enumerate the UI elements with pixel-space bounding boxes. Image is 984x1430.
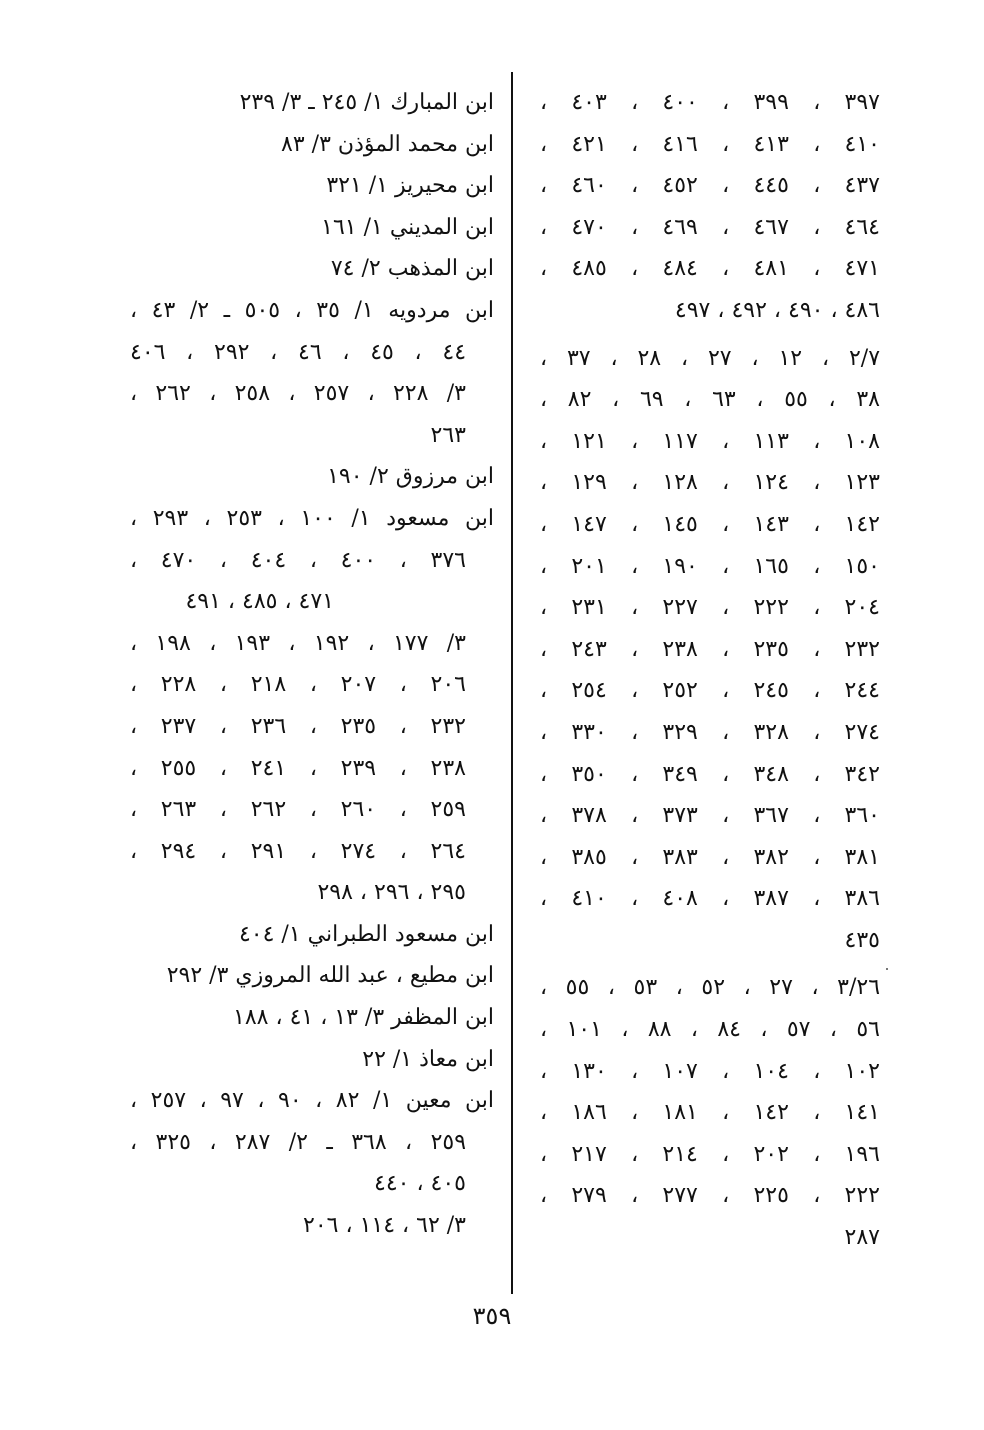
index-line: ٣٨ ، ٥٥ ، ٦٣ ، ٦٩ ، ٨٢ ، bbox=[540, 387, 880, 413]
index-entry-heading: ابن مطيع ، عبد الله المروزي ٣/ ٢٩٢ bbox=[166, 963, 494, 989]
index-entry-heading: ابن المظفر ٣/ ١٣ ، ٤١ ، ١٨٨ bbox=[233, 1005, 494, 1031]
index-line: ١٩٦ ، ٢٠٢ ، ٢١٤ ، ٢١٧ ، bbox=[540, 1141, 880, 1167]
index-line: ١٠٢ ، ١٠٤ ، ١٠٧ ، ١٣٠ ، bbox=[540, 1058, 880, 1084]
index-line: ٢٨٧ bbox=[844, 1225, 880, 1251]
index-line: ١٠٨ ، ١١٣ ، ١١٧ ، ١٢١ ، bbox=[540, 428, 880, 454]
index-line: ٣/٢٦ ، ٢٧ ، ٥٢ ، ٥٣ ، ٥٥ ، bbox=[540, 975, 881, 1001]
page-number: ٣٥٩ bbox=[472, 1302, 512, 1330]
index-line: ٣٤٢ ، ٣٤٨ ، ٣٤٩ ، ٣٥٠ ، bbox=[540, 761, 880, 787]
column-divider bbox=[511, 72, 513, 1294]
index-line: ٤٧١ ، ٤٨١ ، ٤٨٤ ، ٤٨٥ ، bbox=[540, 256, 880, 282]
index-entry-heading: ابن معاذ ١/ ٢٢ bbox=[362, 1046, 494, 1072]
index-line: ١٢٣ ، ١٢٤ ، ١٢٨ ، ١٢٩ ، bbox=[540, 470, 880, 496]
index-line: ٤٠٥ ، ٤٤٠ bbox=[374, 1171, 466, 1197]
index-line: ١٤٢ ، ١٤٣ ، ١٤٥ ، ١٤٧ ، bbox=[540, 511, 880, 537]
index-line: ٤١٠ ، ٤١٣ ، ٤١٦ ، ٤٢١ ، bbox=[540, 131, 880, 157]
left-index-column bbox=[130, 82, 494, 1247]
index-line: ٢٣٢ ، ٢٣٥ ، ٢٣٦ ، ٢٣٧ ، bbox=[130, 713, 466, 739]
index-line: ٢/٧ ، ١٢ ، ٢٧ ، ٢٨ ، ٣٧ ، bbox=[540, 345, 881, 371]
index-line: ٤٣٥ bbox=[844, 927, 880, 953]
index-line: ٢٣٨ ، ٢٣٩ ، ٢٤١ ، ٢٥٥ ، bbox=[130, 755, 466, 781]
index-line: ٣٨١ ، ٣٨٢ ، ٣٨٣ ، ٣٨٥ ، bbox=[540, 844, 880, 870]
index-entry-heading: ابن مردويه ١/ ٣٥ ، ٥٠٥ ـ ٢/ ٤٣ ، bbox=[130, 297, 495, 323]
index-line: ٢٦٤ ، ٢٧٤ ، ٢٩١ ، ٢٩٤ ، bbox=[130, 838, 466, 864]
index-entry-heading: ابن محيريز ١/ ٣٢١ bbox=[326, 173, 494, 199]
index-line: ٥٦ ، ٥٧ ، ٨٤ ، ٨٨ ، ١٠١ ، bbox=[540, 1017, 880, 1043]
index-line: ٢٩٥ ، ٢٩٦ ، ٢٩٨ bbox=[317, 880, 466, 906]
index-line: ٢٦٣ bbox=[430, 422, 466, 448]
index-entry-heading: ابن مرزوق ٢/ ١٩٠ bbox=[327, 464, 494, 490]
index-line: ٣٦٠ ، ٣٦٧ ، ٣٧٣ ، ٣٧٨ ، bbox=[540, 803, 880, 829]
index-line: ٣٩٧ ، ٣٩٩ ، ٤٠٠ ، ٤٠٣ ، bbox=[540, 90, 880, 115]
scan-speck bbox=[886, 968, 888, 970]
index-line: ٤٨٦ ، ٤٩٠ ، ٤٩٢ ، ٤٩٧ bbox=[674, 297, 880, 323]
index-line: ٢٠٤ ، ٢٢٢ ، ٢٢٧ ، ٢٣١ ، bbox=[540, 595, 880, 621]
index-entry-heading: ابن المبارك ١/ ٢٤٥ ـ ٣/ ٢٣٩ bbox=[239, 90, 494, 115]
index-line: ١٤١ ، ١٤٢ ، ١٨١ ، ١٨٦ ، bbox=[540, 1100, 880, 1126]
right-index-column bbox=[540, 82, 880, 1259]
index-line: ٣/ ٦٢ ، ١١٤ ، ٢٠٦ bbox=[303, 1213, 466, 1239]
index-entry-heading: ابن المذهب ٢/ ٧٤ bbox=[330, 256, 494, 282]
index-line: ٢٤٤ ، ٢٤٥ ، ٢٥٢ ، ٢٥٤ ، bbox=[540, 678, 880, 704]
index-line: ٣/ ٢٢٨ ، ٢٥٧ ، ٢٥٨ ، ٢٦٢ ، bbox=[130, 381, 466, 407]
index-entry-heading: ابن معين ١/ ٨٢ ، ٩٠ ، ٩٧ ، ٢٥٧ ، bbox=[130, 1088, 494, 1114]
index-entry-heading: ابن مسعود ١/ ١٠٠ ، ٢٥٣ ، ٢٩٣ ، bbox=[130, 505, 495, 531]
index-line: ٢٥٩ ، ٣٦٨ ـ ٢/ ٢٨٧ ، ٣٢٥ ، bbox=[130, 1129, 467, 1155]
index-line: ٤٧١ ، ٤٨٥ ، ٤٩١ bbox=[185, 589, 334, 615]
index-line: ٢٧٤ ، ٣٢٨ ، ٣٢٩ ، ٣٣٠ ، bbox=[540, 719, 880, 745]
index-entry-heading: ابن المديني ١/ ١٦١ bbox=[321, 214, 494, 240]
index-line: ٤٦٤ ، ٤٦٧ ، ٤٦٩ ، ٤٧٠ ، bbox=[540, 214, 880, 240]
index-line: ٣٨٦ ، ٣٨٧ ، ٤٠٨ ، ٤١٠ ، bbox=[540, 886, 880, 912]
index-line: ٤٣٧ ، ٤٤٥ ، ٤٥٢ ، ٤٦٠ ، bbox=[540, 173, 880, 199]
index-line: ٤٤ ، ٤٥ ، ٤٦ ، ٢٩٢ ، ٤٠٦ bbox=[130, 339, 467, 365]
index-line: ٢٢٢ ، ٢٢٥ ، ٢٧٧ ، ٢٧٩ ، bbox=[540, 1183, 880, 1209]
index-line: ١٥٠ ، ١٦٥ ، ١٩٠ ، ٢٠١ ، bbox=[540, 553, 880, 579]
index-entry-heading: ابن محمد المؤذن ٣/ ٨٣ bbox=[281, 131, 494, 157]
index-line: ٣٧٦ ، ٤٠٠ ، ٤٠٤ ، ٤٧٠ ، bbox=[130, 547, 466, 573]
index-line: ٣/ ١٧٧ ، ١٩٢ ، ١٩٣ ، ١٩٨ ، bbox=[130, 630, 466, 656]
index-line: ٢٣٢ ، ٢٣٥ ، ٢٣٨ ، ٢٤٣ ، bbox=[540, 636, 880, 662]
index-line: ٢٥٩ ، ٢٦٠ ، ٢٦٢ ، ٢٦٣ ، bbox=[130, 797, 466, 823]
index-entry-heading: ابن مسعود الطبراني ١/ ٤٠٤ bbox=[238, 921, 494, 947]
index-line: ٢٠٦ ، ٢٠٧ ، ٢١٨ ، ٢٢٨ ، bbox=[130, 672, 466, 698]
